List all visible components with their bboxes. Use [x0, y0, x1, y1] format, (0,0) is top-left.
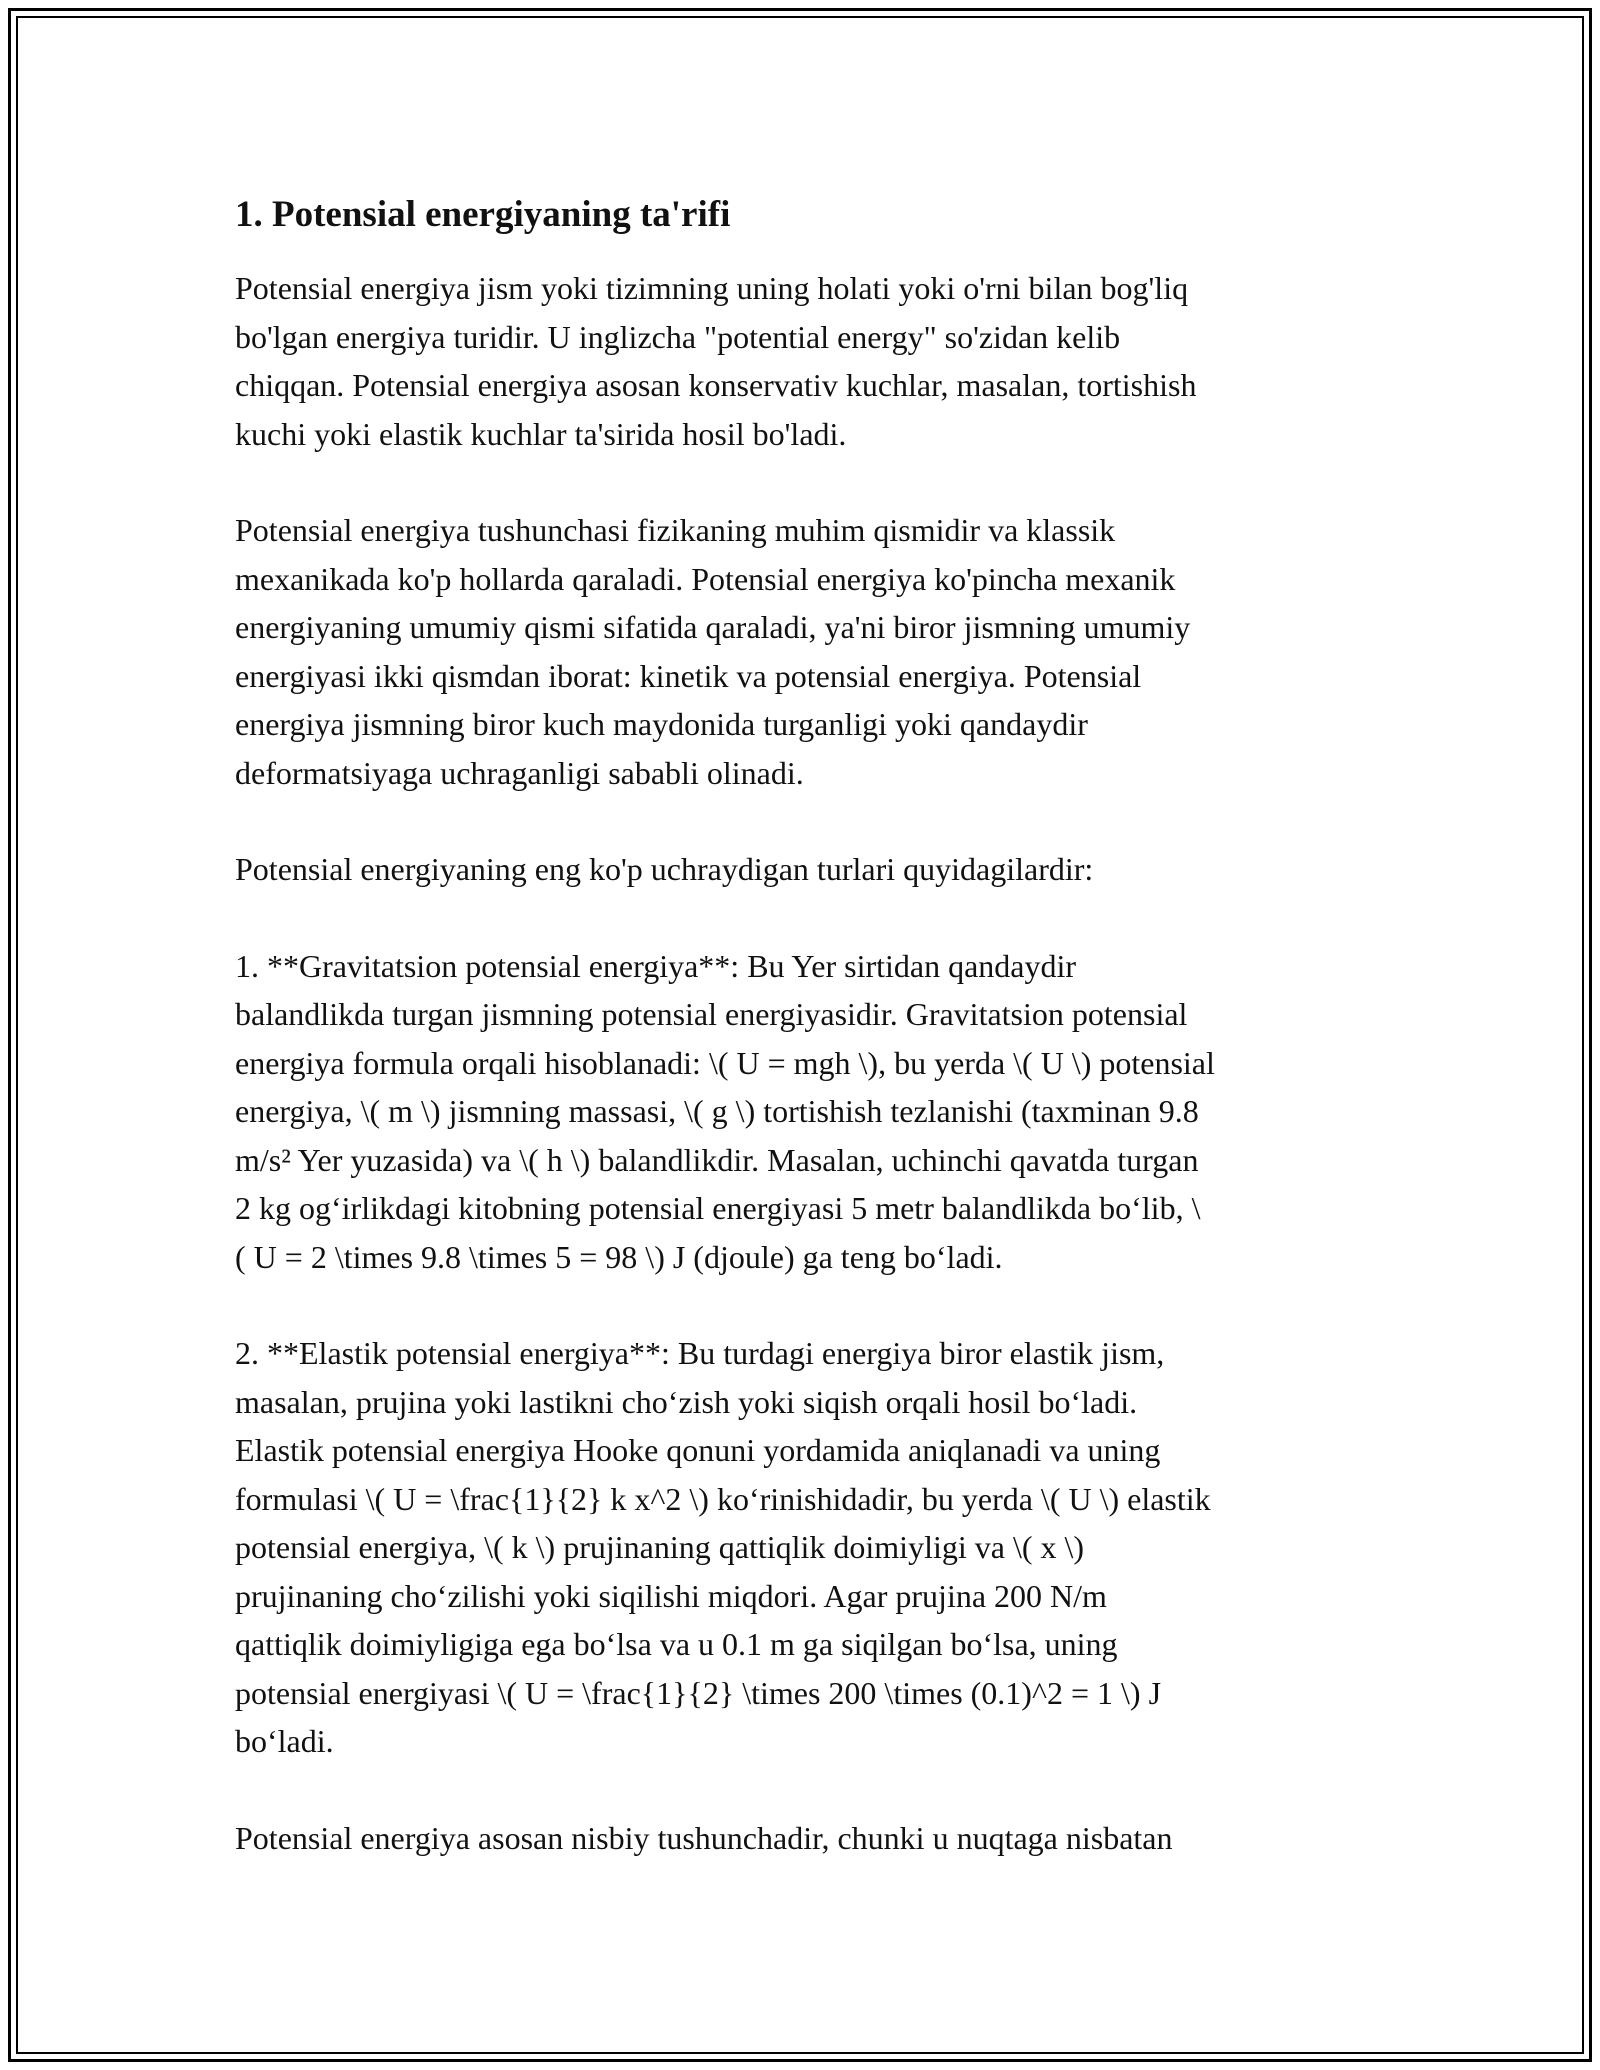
paragraph-types-intro: Potensial energiyaning eng ko'p uchraydigan turlari quyidagilardir: [235, 851, 1094, 887]
paragraph-relative: Potensial energiya asosan nisbiy tushunchadir, chunki u nuqtaga nisbatan [235, 1819, 1173, 1856]
document-body [235, 190, 1365, 1862]
section-heading: 1. Potensial energiyaning ta'rifi [235, 194, 731, 235]
paragraph-concept: Potensial energiya tushunchasi fizikaning muhim qismidir va klassik mexanikada ko'p hollarda qaraladi. Potensial energiya ko'pincha mexanik energiyaning umumiy qismi sifatida qaraladi, ya'ni biror jismning umumiy energiyasi ikki qismdan iborat: kinetik va potensial energiya. Potensial energiya jismning biror kuch maydonida turganligi yoki qandaydir deformatsiyaga uchraganligi sababli olinadi. [235, 512, 1191, 791]
paragraph-definition: Potensial energiya jism yoki tizimning uning holati yoki o'rni bilan bog'liq bo'lgan energiya turidir. U inglizcha "potential energy" so'zidan kelib chiqqan. Potensial energiya asosan konservativ kuchlar, masalan, tortishish kuchi yoki elastik kuchlar ta'sirida hosil bo'ladi. [235, 270, 1197, 452]
paragraph-gravitational: 1. **Gravitatsion potensial energiya**: Bu Yer sirtidan qandaydir balandlikda turgan jismning potensial energiyasidir. Gravitatsion potensial energiya formula orqali hisoblanadi: \( U = mgh \), bu yerda \( U \) potensial energiya, \( m \) jismning massasi, \( g \) tortishish tezlanishi (taxminan 9.8 m/s² Yer yuzasida) va \( h \) balandlikdir. Masalan, uchinchi qavatda turgan 2 kg og‘irlikdagi kitobning potensial energiyasi 5 metr balandlikda bo‘lib, \ ( U = 2 \times 9.8 \times 5 = 98 \) J (djoule) ga teng bo‘ladi. [235, 947, 1215, 1275]
paragraph-elastic: 2. **Elastik potensial energiya**: Bu turdagi energiya biror elastik jism, masalan, prujina yoki lastikni cho‘zish yoki siqish orqali hosil bo‘ladi. Elastik potensial energiya Hooke qonuni yordamida aniqlanadi va uning formulasi \( U = \frac{1}{2} k x^2 \) ko‘rinishidadir, bu yerda \( U \) elastik potensial energiya, \( k \) prujinaning qattiqlik doimiyligi va \( x \) prujinaning cho‘zilishi yoki siqilishi miqdori. Agar prujina 200 N/m qattiqlik doimiyligiga ega bo‘lsa va u 0.1 m ga siqilgan bo‘lsa, uning potensial energiyasi \( U = \frac{1}{2} \times 200 \times (0.1)^2 = 1 \) J bo‘ladi. [235, 1335, 1211, 1759]
